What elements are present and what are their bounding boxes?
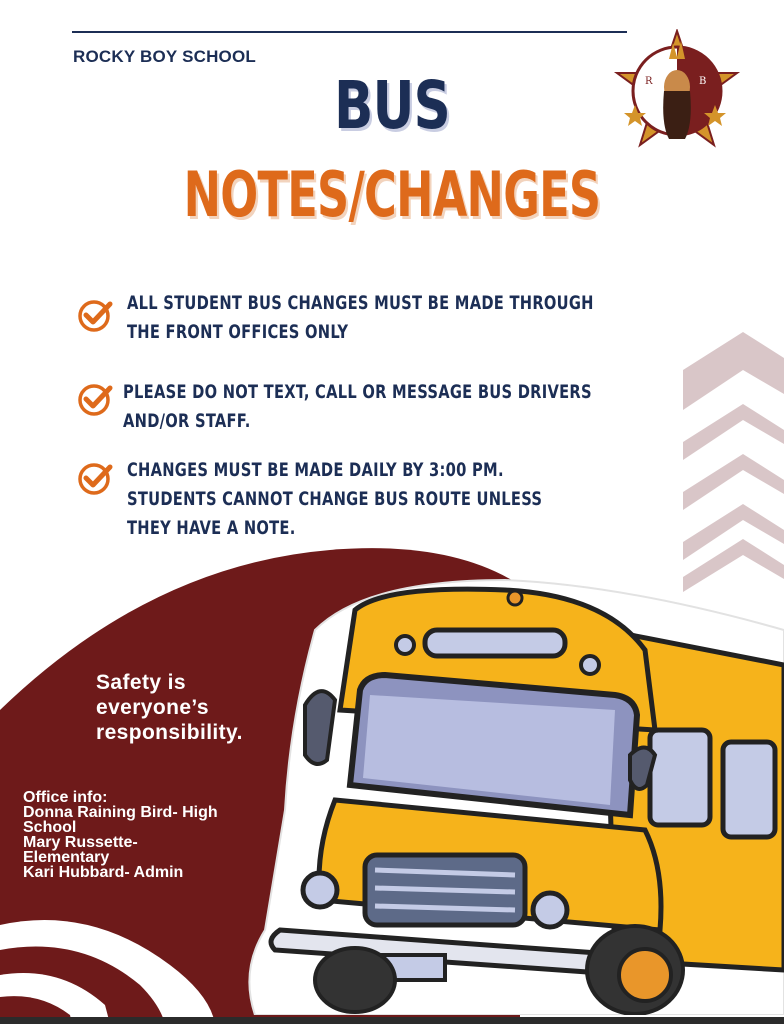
svg-text:R: R bbox=[645, 76, 653, 87]
office-info-heading: Office info: bbox=[23, 789, 108, 806]
svg-text:B: B bbox=[699, 76, 707, 87]
safety-line-1: Safety is bbox=[96, 671, 186, 694]
checkmark-circle-icon bbox=[77, 380, 115, 418]
title-bus: BUS bbox=[334, 67, 450, 144]
note-2-line-2: AND/OR STAFF. bbox=[123, 410, 251, 432]
bottom-bar bbox=[0, 1017, 784, 1024]
title-notes-changes: NOTES/CHANGES bbox=[183, 158, 601, 231]
office-contact-line: Elementary bbox=[23, 849, 110, 866]
safety-line-3: responsibility. bbox=[96, 721, 243, 744]
note-3-line-2: STUDENTS CANNOT CHANGE BUS ROUTE UNLESS bbox=[127, 488, 543, 510]
office-contact-line: Mary Russette- bbox=[23, 834, 138, 851]
school-name: ROCKY BOY SCHOOL bbox=[73, 47, 256, 66]
top-divider-line bbox=[72, 31, 627, 33]
office-contact-line: Donna Raining Bird- High bbox=[23, 804, 218, 821]
checkmark-circle-icon bbox=[77, 459, 115, 497]
safety-slogan bbox=[96, 670, 243, 745]
school-bus-illustration bbox=[245, 570, 784, 1015]
note-1-line-2: THE FRONT OFFICES ONLY bbox=[127, 321, 349, 343]
note-2-line-1: PLEASE DO NOT TEXT, CALL OR MESSAGE BUS DRIVERS bbox=[123, 381, 592, 403]
office-contact-line: School bbox=[23, 819, 77, 836]
safety-line-2: everyone’s bbox=[96, 696, 209, 719]
office-contact-line: Kari Hubbard- Admin bbox=[23, 864, 184, 881]
note-3-line-3: THEY HAVE A NOTE. bbox=[127, 517, 296, 539]
note-3-line-1: CHANGES MUST BE MADE DAILY BY 3:00 PM. bbox=[127, 459, 504, 481]
note-1-line-1: ALL STUDENT BUS CHANGES MUST BE MADE THROUGH bbox=[127, 292, 594, 314]
checkmark-circle-icon bbox=[77, 296, 115, 334]
office-info bbox=[23, 790, 273, 880]
